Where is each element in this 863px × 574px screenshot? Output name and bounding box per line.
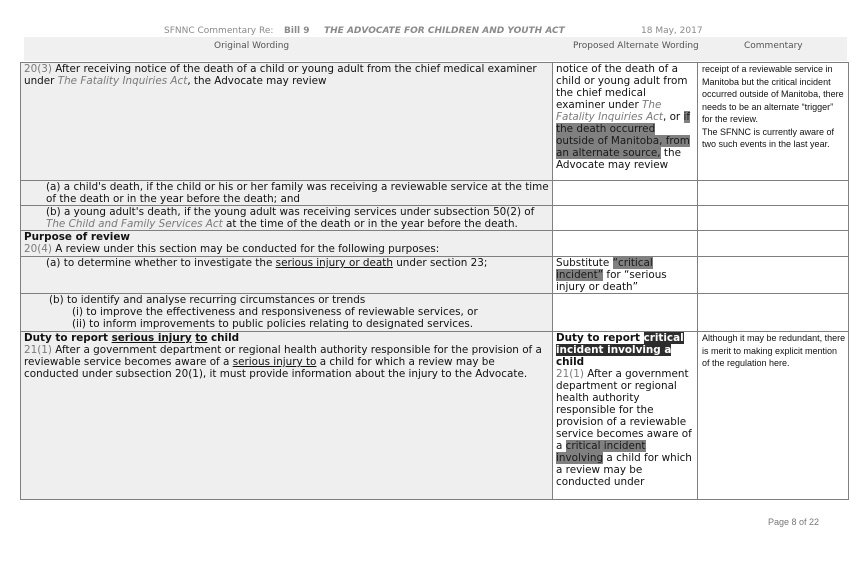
commentary-cell: Although it may be redundant, there is merit to making explicit mention of the regulation here.	[698, 332, 849, 500]
section-heading: Purpose of review	[24, 231, 130, 243]
commentary-cell	[698, 257, 849, 294]
original-cell: Duty to report serious injury to child 21(1) After a government department or regional health authority responsible for the provision of a reviewable service becomes aware of a serious injury to a child for which a review may be conducted under subsection 20(1), it must provide information about the injury to the Advocate.	[21, 332, 553, 500]
proposed-cell	[553, 206, 698, 231]
table-row	[21, 332, 849, 500]
table-row	[21, 231, 849, 257]
original-cell: Purpose of review 20(4) A review under this section may be conducted for the following purposes:	[21, 231, 553, 257]
commentary-cell	[698, 294, 849, 332]
original-cell: 20(3) After receiving notice of the death of a child or young adult from the chief medical examiner under The Fatality Inquiries Act, the Advocate may review	[21, 63, 553, 181]
commentary-cell	[698, 181, 849, 206]
commentary-cell: receipt of a reviewable service in Manitoba but the critical incident occurred outside of Manitoba, there needs to be an alternate “trigger” for the review. The SFNNC is currently aware of two such events in the last year.	[698, 63, 849, 181]
highlighted-text: “critical incident”	[556, 257, 653, 281]
commentary-cell	[698, 206, 849, 231]
table-row	[21, 63, 849, 181]
table-row	[21, 181, 849, 206]
header-date: 18 May, 2017	[641, 26, 703, 36]
proposed-cell: Duty to report critical incident involving a child 21(1) After a government department or regional health authority responsible for the provision of a reviewable service becomes aware of a critical incident involving a child for which a review may be conducted under	[553, 332, 698, 500]
page-number: Page 8 of 22	[768, 517, 820, 527]
proposed-cell	[553, 294, 698, 332]
commentary-cell	[698, 231, 849, 257]
column-headers	[24, 37, 847, 61]
original-cell: (a) a child's death, if the child or his or her family was receiving a reviewable service at the time of the death or in the year before the death; and	[21, 181, 553, 206]
table-row	[21, 206, 849, 231]
original-cell: (b) to identify and analyse recurring circumstances or trends (i) to improve the effectiveness and responsiveness of reviewable services, or (ii) to inform improvements to public policies relating to designated services.	[21, 294, 553, 332]
table-row	[21, 294, 849, 332]
table-row	[21, 257, 849, 294]
header-org: SFNNC Commentary Re:	[164, 26, 274, 36]
proposed-cell: Substitute “critical incident” for “serious injury or death”	[553, 257, 698, 294]
header-act-title: THE ADVOCATE FOR CHILDREN AND YOUTH ACT	[324, 26, 565, 36]
highlighted-text: critical incident involving	[556, 440, 646, 464]
col-header-original: Original Wording	[214, 41, 290, 51]
proposed-cell	[553, 181, 698, 206]
highlighted-text: critical incident involving a	[556, 332, 684, 356]
commentary-table	[20, 62, 849, 500]
original-cell: (b) a young adult's death, if the young adult was receiving services under subsection 50(2) of The Child and Family Services Act at the time of the death or in the year before the death.	[21, 206, 553, 231]
section-heading: Duty to report critical incident involving a child	[556, 332, 684, 368]
original-cell: (a) to determine whether to investigate the serious injury or death under section 23;	[21, 257, 553, 294]
highlighted-text: if the death occurred outside of Manitoba, from an alternate source,	[556, 111, 691, 159]
col-header-commentary: Commentary	[744, 41, 803, 51]
header-bill: Bill 9	[284, 26, 310, 36]
proposed-cell	[553, 231, 698, 257]
proposed-cell: notice of the death of a child or young adult from the chief medical examiner under The Fatality Inquiries Act, or if the death occurred outside of Manitoba, from an alternate source, the Advocate may review	[553, 63, 698, 181]
section-heading: Duty to report serious injury to child	[24, 332, 240, 344]
col-header-proposed: Proposed Alternate Wording	[573, 41, 699, 51]
